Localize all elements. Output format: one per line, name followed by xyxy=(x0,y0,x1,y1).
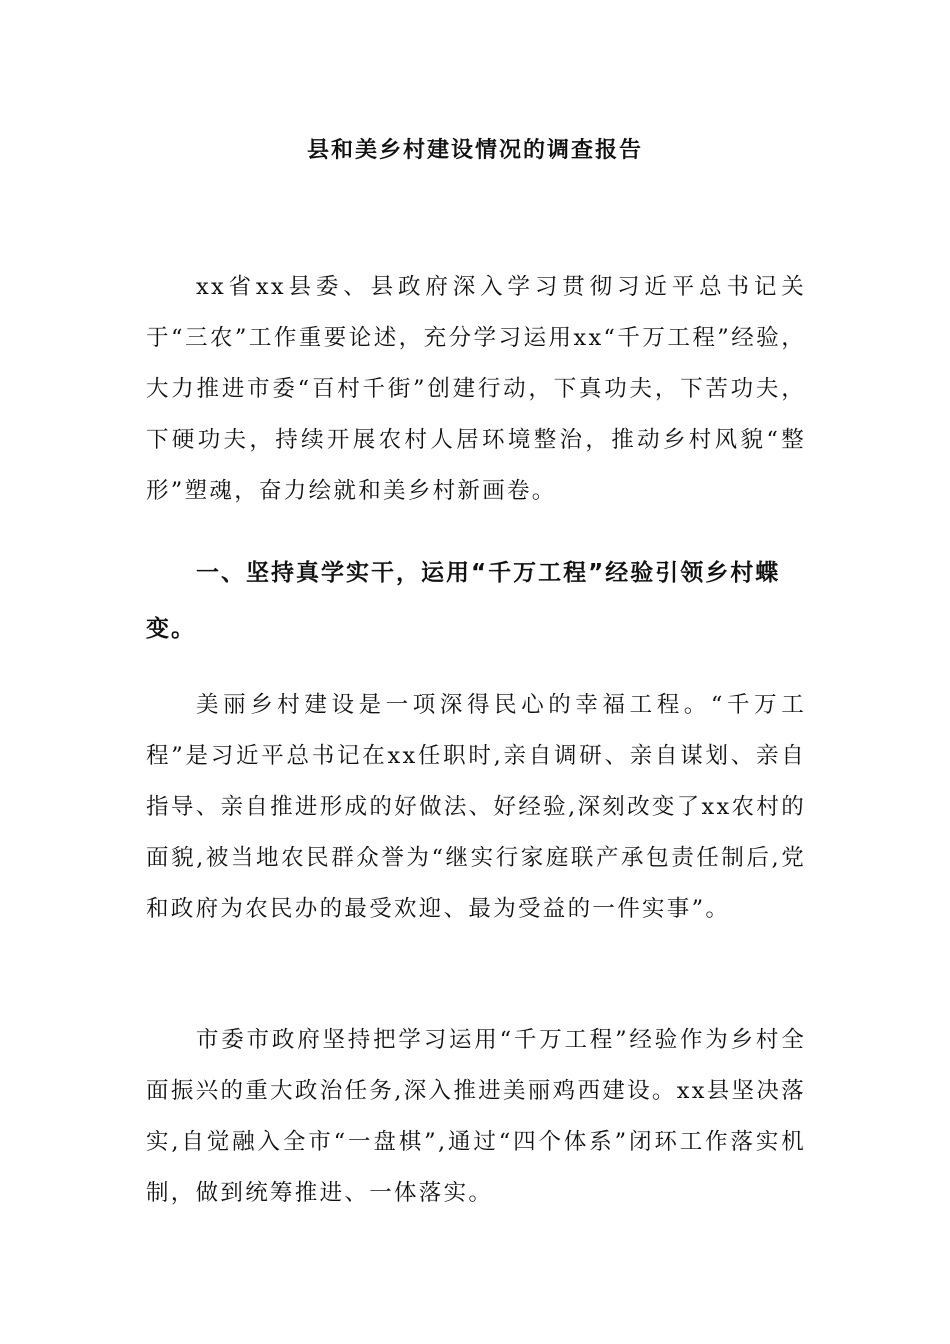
document-title: 县和美乡村建设情况的调查报告 xyxy=(306,138,643,163)
section-heading-1: 一、坚持真学实干，运用“千万工程”经验引领乡村蝶变。 xyxy=(146,560,781,642)
body-paragraph-1: 美丽乡村建设是一项深得民心的幸福工程。“千万工程”是习近平总书记在xx任职时,亲自调研、亲自谋划、亲自指导、亲自推进形成的好做法、好经验,深刻改变了xx农村的面貌,被当地农民群众誉为“继实行家庭联产承包责任制后,党和政府为农民办的最受欢迎、最为受益的一件实事”。 xyxy=(146,692,806,922)
intro-paragraph: xx省xx县委、县政府深入学习贯彻习近平总书记关于“三农”工作重要论述，充分学习运用xx“千万工程”经验，大力推进市委“百村千街”创建行动，下真功夫，下苦功夫，下硬功夫，持续开展农村人居环境整治，推动乡村风貌“整形”塑魂，奋力绘就和美乡村新画卷。 xyxy=(146,274,806,504)
body-paragraph-2: 市委市政府坚持把学习运用“千万工程”经验作为乡村全面振兴的重大政治任务,深入推进美丽鸡西建设。xx县坚决落实,自觉融入全市“一盘棋”,通过“四个体系”闭环工作落实机制，做到统筹推进、一体落实。 xyxy=(146,1027,806,1206)
